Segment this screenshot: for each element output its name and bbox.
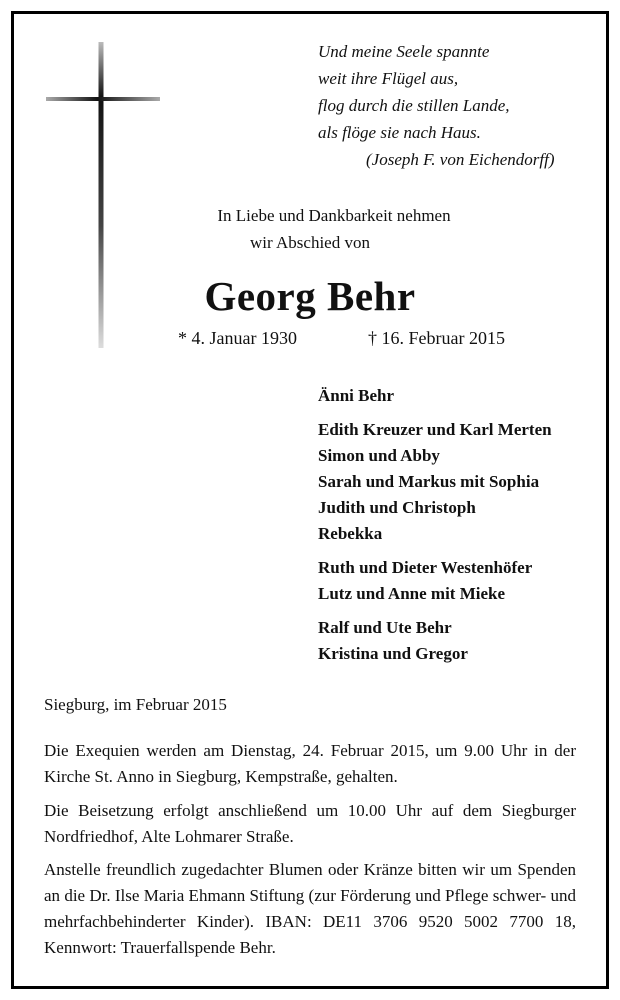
mourner-name: Kristina und Gregor [318, 644, 468, 663]
mourner-name: Ralf und Ute Behr [318, 618, 452, 637]
mourner-name: Sarah und Markus mit Sophia [318, 472, 540, 491]
donation-text: Anstelle freundlich zugedachter Blumen oder Kränze bitten wir um Spenden an die Dr. Ilse Maria Ehmann Stiftung (zur Förderung und Pflege schwer- und mehrfachbehinderter Kinder). IBAN: DE11 3706 9520 5002 7700 18, Kennwort: Trauerfallspende Behr. [44, 860, 576, 957]
birth-date: * 4. Januar 1930 [178, 328, 297, 348]
poem-line: als flöge sie nach Haus. [318, 123, 481, 142]
mourner-name: Judith und Christoph [318, 498, 476, 517]
mourners-list [318, 383, 552, 675]
mourner-group [318, 383, 552, 409]
mourner-name: Änni Behr [318, 386, 395, 405]
mourner-name: Ruth und Dieter Westenhöfer [318, 558, 533, 577]
intro-text [0, 202, 620, 256]
mourner-name: Simon und Abby [318, 446, 440, 465]
deceased-name: Georg Behr [204, 273, 416, 319]
poem [318, 38, 588, 173]
place-date: Siegburg, im Februar 2015 [44, 695, 227, 714]
mourner-group [318, 555, 552, 607]
mourner-group [318, 417, 552, 547]
poem-line: Und meine Seele spannte [318, 42, 490, 61]
mourner-group [318, 615, 552, 667]
mourner-name: Rebekka [318, 524, 383, 543]
mourner-name: Edith Kreuzer und Karl Merten [318, 420, 552, 439]
burial-text: Die Beisetzung erfolgt anschließend um 10.00 Uhr auf dem Siegburger Nordfriedhof, Alte Lohmarer Straße. [44, 801, 576, 846]
intro-line: In Liebe und Dankbarkeit nehmen [217, 206, 451, 225]
poem-author: (Joseph F. von Eichendorff) [366, 150, 555, 169]
poem-line: weit ihre Flügel aus, [318, 69, 459, 88]
death-date: † 16. Februar 2015 [368, 328, 505, 348]
intro-line: wir Abschied von [250, 233, 370, 252]
funeral-service-text: Die Exequien werden am Dienstag, 24. Februar 2015, um 9.00 Uhr in der Kirche St. Anno in Siegburg, Kempstraße, gehalten. [44, 741, 576, 786]
mourner-name: Lutz und Anne mit Mieke [318, 584, 506, 603]
poem-line: flog durch die stillen Lande, [318, 96, 510, 115]
